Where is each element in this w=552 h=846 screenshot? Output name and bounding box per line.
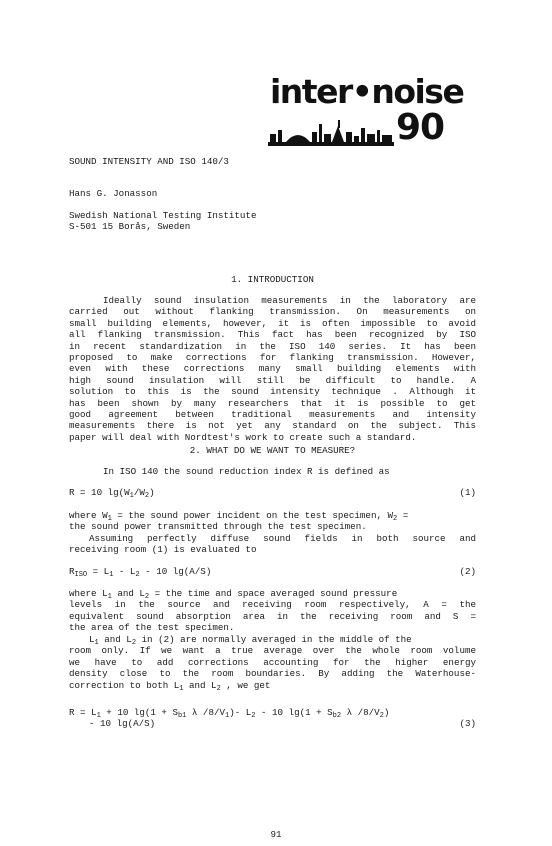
- logo-year: 90: [396, 107, 445, 148]
- conference-logo: [268, 74, 464, 150]
- city-skyline-icon: [268, 114, 394, 146]
- section-2-heading: 2. WHAT DO WE WANT TO MEASURE?: [189, 445, 356, 456]
- logo-brand: inter•noise: [270, 72, 464, 111]
- averaging-paragraph: $L_1$ and $L_2$ in (2) are normally averaged in the middle of the room only. If we want a true average over the whole room volume we have to add corrections accounting for the higher energy density close to the room boundaries. By adding the Waterhouse- correction to both $L_1$ and $L_2$ , we get: [69, 634, 476, 693]
- where-1: where $W_1$ = the sound power incident on the test specimen, $W_2$ = the sound power transmitted through the test specimen.: [69, 510, 409, 533]
- section-1-body: Ideally sound insulation measurements in the laboratory are carried out without flanking transmission. On measurements on small building elements, however, it is often impossible to avoid all flanking transmission. This fact has been recognized by ISO in recent standardization in the ISO 140 series. It has been proposed to make corrections for flanking transmission. However, even with these corrections many small building elements with high sound insulation will still be difficult to handle. A solution to this is the sound intensity technique . Although it has been shown by many researchers that it is possible to get good agreement between traditional measurements and intensity measurements there is not yet any standard on the subject. This paper will deal with Nordtest's work to create such a standard.: [69, 295, 476, 443]
- equation-number-1: (1): [459, 487, 476, 498]
- equation-1: R = 10 $\lg(W_1/W_2)$ (1): [69, 487, 476, 500]
- paper-title: SOUND INTENSITY AND ISO 140/3: [69, 156, 229, 167]
- author-affiliation: Swedish National Testing Institute S-501 15 Borås, Sweden: [69, 210, 257, 233]
- equation-number-2: (2): [459, 566, 476, 577]
- equation-number-3: (3): [459, 718, 476, 730]
- assuming-paragraph: Assuming perfectly diffuse sound fields in both source and receiving room (1) is evaluated to: [69, 533, 476, 556]
- section-2-intro: In ISO 140 the sound reduction index R is defined as: [103, 466, 390, 477]
- author-name: Hans G. Jonasson: [69, 188, 158, 199]
- equation-2: $R_{ISO} = L_1 - L_2 - 10$ lg(A/S) (2): [69, 566, 476, 579]
- page-number: 91: [270, 829, 282, 840]
- section-1-heading: 1. INTRODUCTION: [231, 274, 314, 285]
- equation-3: $R = L_1 + 10$ $\lg(1 + S_{b1}$ λ $/8/V_1)-$ $L_2 - 10$ $\lg(1 + S_{b2}$ λ $/8/V_2$) - 10 lg(A/S) (3): [69, 707, 476, 730]
- where-2: where $L_1$ and $L_2$ = the time and space averaged sound pressure levels in the source and receiving room respectively, A = the equivalent sound absorption area in the receiving room and S = the area of the test specimen.: [69, 588, 476, 634]
